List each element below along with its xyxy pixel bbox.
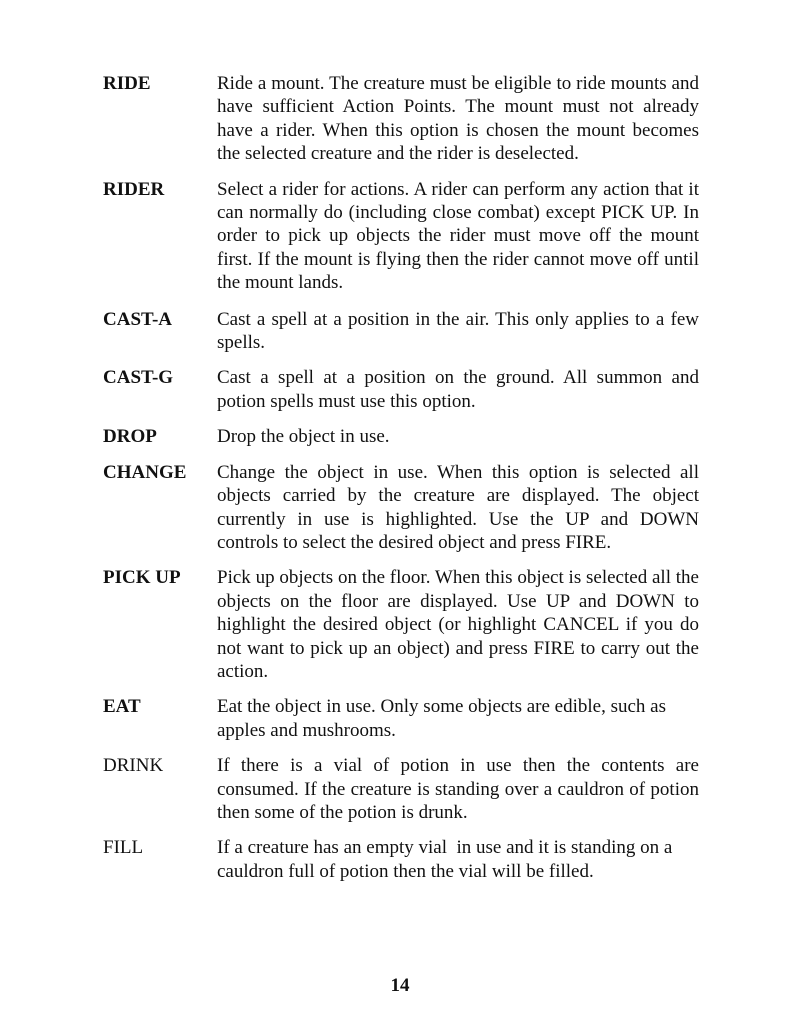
page-number: 14 <box>390 975 410 996</box>
command-description: If there is a vial of potion in use then the contents are consumed. If the creature is standing over a cauldron of potion then some of the potion is drunk. <box>217 755 699 823</box>
command-description: Change the object in use. When this option is selected all objects carried by the creature are displayed. The object currently in use is highlighted. Use the UP and DOWN controls to select the desired object and press FIRE. <box>217 461 699 553</box>
command-term: CAST-A <box>103 308 172 330</box>
command-entry-eat <box>103 695 699 742</box>
command-term: RIDE <box>103 73 151 94</box>
command-entry-rider <box>103 178 699 295</box>
command-entry-ride <box>103 72 699 166</box>
command-entry-pick-up <box>103 566 699 683</box>
command-term: PICK UP <box>103 567 181 589</box>
command-term: RIDER <box>103 178 165 200</box>
command-description: Pick up objects on the floor. When this object is selected all the objects on the floor are displayed. Use UP and DOWN to highlight the desired object (or highlight CANCEL if you do not want to pick up an object) and press FIRE to carry out the action. <box>217 567 699 682</box>
command-term: DRINK <box>103 755 164 777</box>
command-description: Select a rider for actions. A rider can perform any action that it can normally do (including close combat) except PICK UP. In order to pick up objects the rider must move off the mount first. If the mount is flying then the rider cannot move off until the mount lands. <box>217 178 699 294</box>
command-term: DROP <box>103 426 157 448</box>
command-entry-fill <box>103 836 699 883</box>
command-description: Drop the object in use. <box>217 426 390 448</box>
command-term: CAST-G <box>103 367 174 389</box>
command-description: Cast a spell at a position on the ground. All summon and potion spells must use this option. <box>217 367 699 412</box>
command-entry-drop <box>103 425 699 448</box>
command-term: FILL <box>103 837 144 859</box>
command-description: Ride a mount. The creature must be eligible to ride mounts and have sufficient Action Points. The mount must not already have a rider. When this option is chosen the mount becomes the selected creature and the rider is deselected. <box>217 73 699 165</box>
command-entry-cast-g <box>103 366 699 413</box>
command-description: Eat the object in use. Only some objects are edible, such as apples and mushrooms. <box>217 696 667 741</box>
command-entry-change <box>103 461 699 555</box>
command-term: CHANGE <box>103 461 187 483</box>
command-term: EAT <box>103 696 141 718</box>
command-entry-cast-a <box>103 308 699 355</box>
command-description: Cast a spell at a position in the air. This only applies to a few spells. <box>217 308 699 354</box>
command-entry-drink <box>103 754 699 824</box>
command-description: If a creature has an empty vial in use and it is standing on a cauldron full of potion then the vial will be filled. <box>217 837 678 882</box>
command-list <box>103 72 699 883</box>
